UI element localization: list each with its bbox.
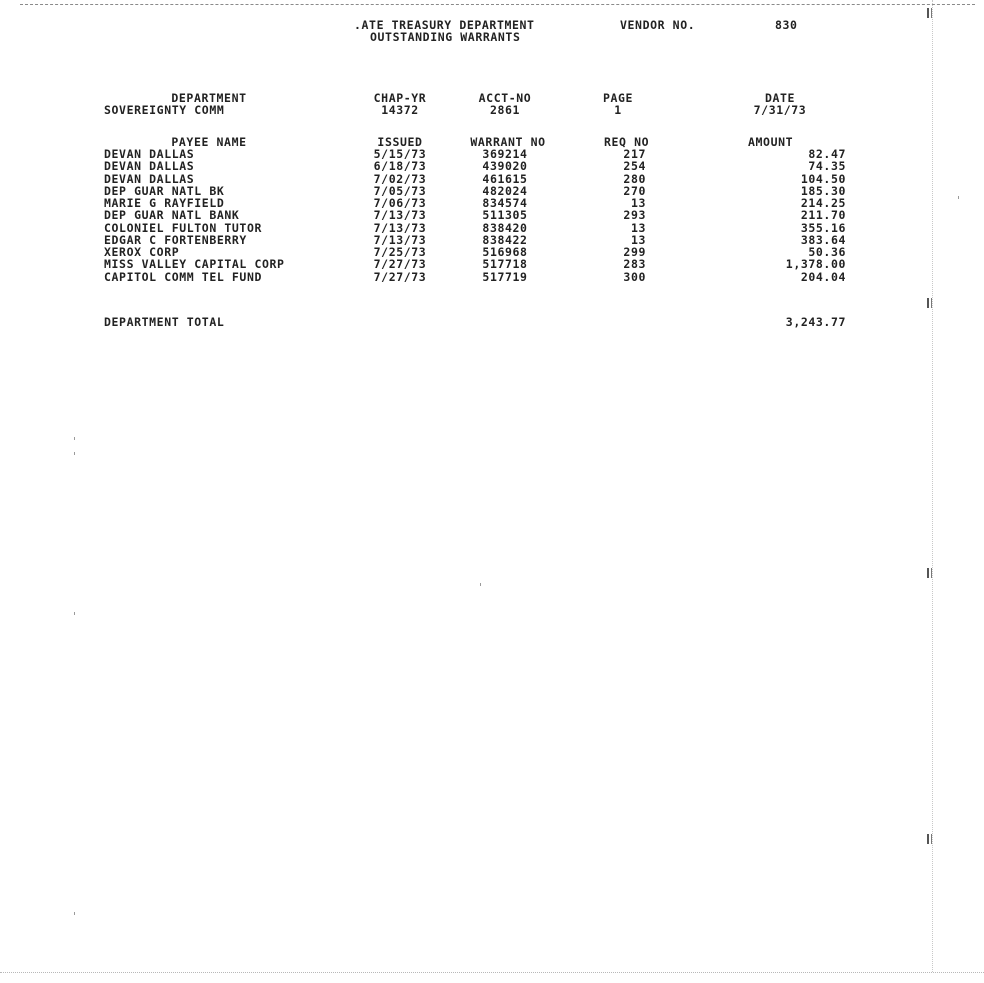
top-tear-line: [20, 4, 975, 5]
req-cell: 217: [623, 147, 646, 161]
page-header: PAGE: [602, 91, 634, 105]
payee-cell: DEVAN DALLAS: [104, 171, 195, 186]
department-total-amount: 3,243.77: [785, 315, 846, 329]
warrant-cell: 517719: [482, 269, 528, 284]
payee-cell: COLONIEL FULTON TUTOR: [104, 220, 262, 235]
req-cell: 283: [623, 257, 646, 272]
pin-hole-mark: [927, 834, 932, 844]
chap-yr-value: 14372: [381, 103, 419, 117]
pin-hole-mark: [927, 8, 932, 18]
amount-cell: 383.64: [800, 232, 846, 247]
date-header: DATE: [764, 91, 796, 105]
table-row: [0, 148, 984, 160]
warrant-cell: 511305: [482, 208, 528, 223]
page-value: 1: [614, 103, 622, 117]
issued-cell: 7/27/73: [373, 257, 427, 272]
req-column-header: REQ NO: [604, 135, 650, 149]
payee-cell: DEVAN DALLAS: [104, 159, 195, 174]
warrant-cell: 516968: [482, 245, 528, 259]
issued-cell: 7/13/73: [373, 220, 427, 235]
payee-cell: DEP GUAR NATL BK: [104, 183, 225, 198]
issued-cell: 7/06/73: [373, 196, 427, 210]
vendor-label: VENDOR NO.: [620, 18, 696, 32]
req-cell: 13: [630, 220, 646, 235]
table-row: [0, 246, 984, 258]
report-subtitle: OUTSTANDING WARRANTS: [370, 30, 521, 44]
date-value: 7/31/73: [753, 103, 807, 117]
amount-cell: 214.25: [800, 196, 846, 210]
amount-cell: 211.70: [800, 208, 846, 223]
amount-cell: 104.50: [800, 171, 846, 186]
issued-cell: 7/13/73: [373, 232, 427, 247]
department-value: SOVEREIGNTY COMM: [104, 103, 225, 117]
department-total-label: DEPARTMENT TOTAL: [104, 315, 225, 329]
paper-speck: [74, 452, 75, 455]
warrant-cell: 517718: [482, 257, 528, 272]
table-row: [0, 258, 984, 270]
report-title: .ATE TREASURY DEPARTMENT: [354, 18, 535, 32]
table-row: [0, 234, 984, 246]
issued-column-header: ISSUED: [377, 135, 423, 149]
warrant-cell: 439020: [482, 159, 528, 174]
table-row: [0, 173, 984, 185]
warrant-cell: 461615: [482, 171, 528, 186]
req-cell: 254: [623, 159, 646, 174]
table-row: [0, 271, 984, 283]
req-cell: 280: [623, 171, 646, 186]
acct-no-value: 2861: [489, 103, 521, 117]
amount-cell: 185.30: [800, 183, 846, 198]
req-cell: 13: [630, 232, 646, 247]
issued-cell: 7/25/73: [373, 245, 427, 259]
issued-cell: 7/05/73: [373, 183, 427, 198]
issued-cell: 6/18/73: [373, 159, 427, 174]
warrant-cell: 838420: [482, 220, 528, 235]
payee-cell: DEP GUAR NATL BANK: [104, 208, 240, 223]
issued-cell: 5/15/73: [373, 147, 427, 161]
acct-no-header: ACCT-NO: [478, 91, 532, 105]
payee-cell: DEVAN DALLAS: [104, 147, 195, 161]
amount-cell: 1,378.00: [785, 257, 846, 272]
amount-cell: 50.36: [808, 245, 846, 259]
payee-column-header: PAYEE NAME: [171, 135, 247, 149]
payee-cell: MARIE G RAYFIELD: [104, 196, 225, 210]
req-cell: 300: [623, 269, 646, 284]
warrant-column-header: WARRANT NO: [470, 135, 546, 149]
req-cell: 299: [623, 245, 646, 259]
right-perforation: [932, 0, 933, 972]
pin-hole-mark: [927, 298, 932, 308]
payee-cell: CAPITOL COMM TEL FUND: [104, 269, 262, 284]
table-row: [0, 185, 984, 197]
issued-cell: 7/13/73: [373, 208, 427, 223]
amount-cell: 204.04: [800, 269, 846, 284]
warrant-cell: 838422: [482, 232, 528, 247]
vendor-number: 830: [775, 18, 798, 32]
warrant-cell: 369214: [482, 147, 528, 161]
paper-speck: [480, 583, 481, 586]
paper-speck: [74, 912, 75, 915]
issued-cell: 7/27/73: [373, 269, 427, 284]
paper-speck: [74, 437, 75, 440]
payee-cell: MISS VALLEY CAPITAL CORP: [104, 257, 285, 272]
pin-hole-mark: [927, 568, 932, 578]
paper-speck: [74, 612, 75, 615]
table-row: [0, 222, 984, 234]
bottom-perforation: [0, 972, 984, 973]
payee-cell: XEROX CORP: [104, 245, 180, 259]
req-cell: 270: [623, 183, 646, 198]
chap-yr-header: CHAP-YR: [373, 91, 427, 105]
amount-cell: 74.35: [808, 159, 846, 174]
department-header: DEPARTMENT: [171, 91, 247, 105]
req-cell: 293: [623, 208, 646, 223]
table-row: [0, 197, 984, 209]
req-cell: 13: [630, 196, 646, 210]
payee-cell: EDGAR C FORTENBERRY: [104, 232, 247, 247]
table-row: [0, 209, 984, 221]
issued-cell: 7/02/73: [373, 171, 427, 186]
table-row: [0, 160, 984, 172]
amount-cell: 355.16: [800, 220, 846, 235]
amount-cell: 82.47: [808, 147, 846, 161]
warrant-cell: 834574: [482, 196, 528, 210]
warrant-cell: 482024: [482, 183, 528, 198]
amount-column-header: AMOUNT: [748, 135, 794, 149]
